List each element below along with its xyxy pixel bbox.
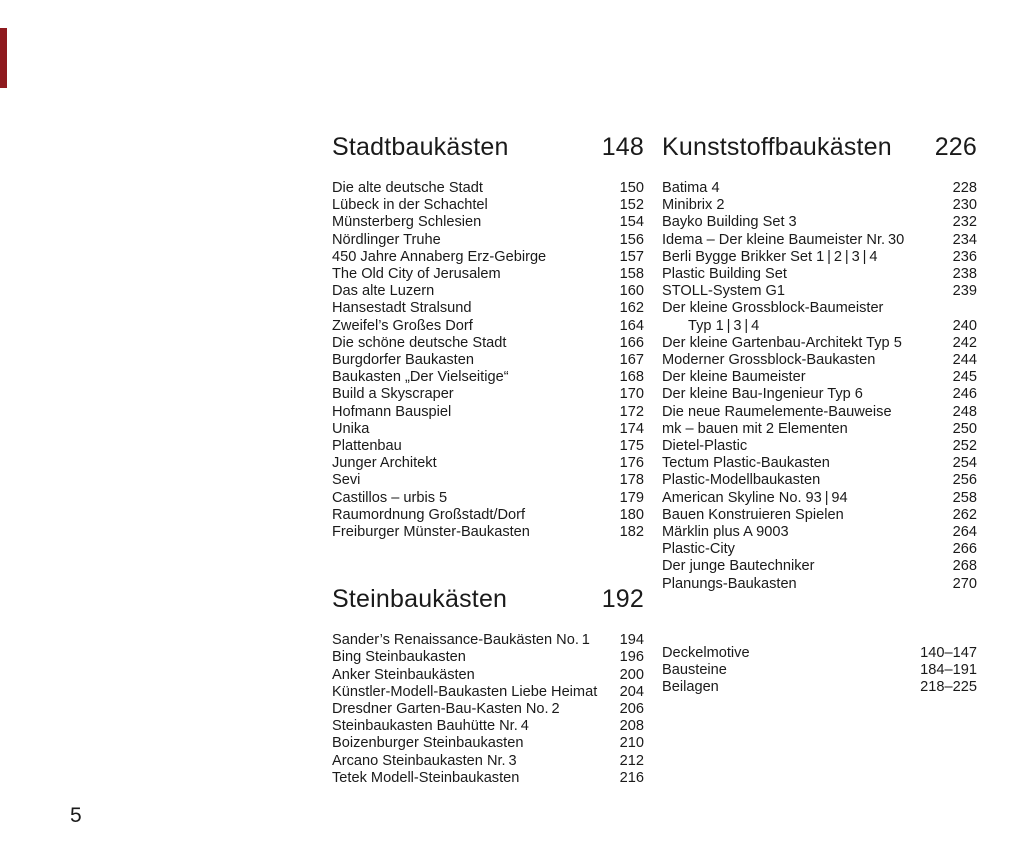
section-title: Steinbaukästen	[332, 585, 508, 614]
toc-entry	[662, 369, 977, 386]
toc-entry	[662, 352, 977, 369]
entry-title: Minibrix 2	[662, 197, 725, 214]
section-page-number: 148	[601, 133, 644, 161]
entry-page-number: 246	[952, 386, 977, 403]
entry-page-number: 175	[619, 438, 644, 455]
toc-entry	[332, 266, 644, 283]
entry-title: Plastic-City	[662, 541, 735, 558]
entry-title: Der kleine Gartenbau-Architekt Typ 5	[662, 334, 902, 351]
entry-list	[662, 180, 977, 593]
entry-page-number: 167	[619, 352, 644, 369]
entry-page-number: 216	[619, 769, 644, 786]
toc-entry	[332, 438, 644, 455]
toc-entry	[662, 232, 977, 249]
entry-page-number: 262	[952, 506, 977, 523]
entry-page-number: 180	[619, 506, 644, 523]
toc-entry	[662, 214, 977, 231]
toc-entry	[662, 283, 977, 300]
toc-entry	[662, 507, 977, 524]
entry-title: Baukasten „Der Vielseitige“	[332, 369, 509, 386]
entry-title: American Skyline No. 93 | 94	[662, 489, 848, 506]
toc-entry	[332, 455, 644, 472]
entry-title: Arcano Steinbaukasten Nr. 3	[332, 752, 517, 769]
toc-entry	[662, 679, 977, 696]
entry-title: Freiburger Münster-Baukasten	[332, 524, 530, 541]
appendix-list	[662, 645, 977, 697]
entry-title: Plastic Building Set	[662, 266, 787, 283]
entry-page-number: 150	[619, 180, 644, 196]
entry-page-number: 268	[952, 558, 977, 575]
toc-entry	[332, 214, 644, 231]
entry-title: Künstler-Modell-Baukasten Liebe Heimat	[332, 683, 598, 700]
entry-page-number: 164	[619, 317, 644, 334]
entry-page-number: 256	[952, 472, 977, 489]
entry-title: Boizenburger Steinbaukasten	[332, 735, 524, 752]
entry-page-range: 184–191	[920, 662, 977, 679]
toc-entry	[332, 197, 644, 214]
entry-page-number: 252	[952, 438, 977, 455]
entry-page-number: 236	[952, 248, 977, 265]
entry-page-number: 239	[952, 283, 977, 300]
entry-title: Tetek Modell-Steinbaukasten	[332, 769, 520, 786]
entry-title: Anker Steinbaukästen	[332, 666, 475, 683]
entry-title: Unika	[332, 420, 370, 437]
entry-title: Planungs-Baukasten	[662, 575, 797, 592]
entry-page-number: 182	[619, 524, 644, 541]
entry-page-number: 200	[619, 666, 644, 683]
entry-title: Steinbaukasten Bauhütte Nr. 4	[332, 718, 529, 735]
entry-page-number: 204	[619, 683, 644, 700]
entry-page-number: 166	[619, 334, 644, 351]
toc-entry	[662, 197, 977, 214]
entry-page-number: 250	[952, 420, 977, 437]
entry-title: Batima 4	[662, 180, 720, 196]
entry-page-number: 157	[619, 248, 644, 265]
entry-list	[332, 632, 644, 787]
entry-title: Beilagen	[662, 679, 719, 696]
entry-page-number: 179	[619, 489, 644, 506]
section-heading-stadtbaukaesten	[332, 133, 644, 161]
entry-title: Der junge Bautechniker	[662, 558, 815, 575]
entry-page-number: 210	[619, 735, 644, 752]
toc-entry	[332, 232, 644, 249]
entry-title: Plastic-Modellbaukasten	[662, 472, 821, 489]
toc-entry	[662, 300, 977, 317]
toc-entry	[332, 735, 644, 752]
toc-entry	[332, 524, 644, 541]
section-heading-kunststoffbaukaesten	[662, 133, 977, 161]
entry-page-number: 212	[619, 752, 644, 769]
toc-entry	[662, 335, 977, 352]
toc-entry	[662, 524, 977, 541]
entry-page-number: 174	[619, 420, 644, 437]
toc-entry	[662, 558, 977, 575]
entry-page-number: 240	[952, 317, 977, 334]
folio-page-number: 5	[70, 804, 82, 827]
entry-title: Junger Architekt	[332, 455, 437, 472]
toc-entry	[332, 770, 644, 787]
toc-column-left	[332, 133, 644, 787]
entry-page-number: 230	[952, 197, 977, 214]
toc-entry	[332, 404, 644, 421]
entry-title: Sevi	[332, 472, 361, 489]
entry-title: Das alte Luzern	[332, 283, 435, 300]
entry-page-number: 206	[619, 701, 644, 718]
toc-entry	[662, 421, 977, 438]
entry-title: Moderner Grossblock-Baukasten	[662, 352, 876, 369]
entry-title: Castillos – urbis 5	[332, 489, 448, 506]
entry-title: Münsterberg Schlesien	[332, 214, 482, 231]
toc-entry	[332, 352, 644, 369]
toc-entry	[332, 490, 644, 507]
entry-page-range: 140–147	[920, 644, 977, 661]
toc-entry	[332, 632, 644, 649]
toc-entry	[662, 318, 977, 335]
entry-page-number: 196	[619, 649, 644, 666]
toc-entry	[662, 490, 977, 507]
toc-entry	[662, 404, 977, 421]
entry-title: Dietel-Plastic	[662, 438, 748, 455]
entry-page-number: 170	[619, 386, 644, 403]
toc-entry	[332, 300, 644, 317]
toc-entry	[332, 718, 644, 735]
entry-page-number: 160	[619, 283, 644, 300]
toc-entry	[662, 576, 977, 593]
toc-entry	[332, 335, 644, 352]
entry-page-number: 232	[952, 214, 977, 231]
section-heading-steinbaukaesten	[332, 585, 644, 613]
entry-title: Plattenbau	[332, 438, 402, 455]
entry-page-number: 264	[952, 524, 977, 541]
toc-column-right	[662, 133, 977, 696]
toc-entry	[662, 180, 977, 197]
entry-page-number: 168	[619, 369, 644, 386]
entry-title: Typ 1 | 3 | 4	[688, 317, 760, 334]
entry-title: Burgdorfer Baukasten	[332, 352, 474, 369]
toc-entry	[662, 541, 977, 558]
toc-entry	[662, 266, 977, 283]
section-page-number: 192	[601, 585, 644, 614]
entry-title: Bausteine	[662, 662, 727, 679]
toc-entry	[332, 701, 644, 718]
entry-title: Raumordnung Großstadt/Dorf	[332, 506, 526, 523]
entry-title: Dresdner Garten-Bau-Kasten No. 2	[332, 701, 560, 718]
entry-title: Hansestadt Stralsund	[332, 300, 472, 317]
entry-page-number: 254	[952, 455, 977, 472]
toc-entry	[332, 507, 644, 524]
entry-title: Der kleine Bau-Ingenieur Typ 6	[662, 386, 863, 403]
entry-page-number: 178	[619, 472, 644, 489]
entry-title: The Old City of Jerusalem	[332, 266, 501, 283]
toc-entry	[332, 369, 644, 386]
entry-title: Idema – Der kleine Baumeister Nr. 30	[662, 231, 905, 248]
entry-page-range: 218–225	[920, 679, 977, 696]
entry-page-number: 176	[619, 455, 644, 472]
entry-page-number: 194	[619, 632, 644, 649]
entry-title: Die schöne deutsche Stadt	[332, 334, 507, 351]
entry-page-number: 248	[952, 403, 977, 420]
entry-title: Deckelmotive	[662, 644, 750, 661]
section-page-number: 226	[934, 133, 977, 161]
toc-entry	[662, 455, 977, 472]
toc-entry	[662, 662, 977, 679]
entry-title: mk – bauen mit 2 Elementen	[662, 420, 848, 437]
entry-title: Nördlinger Truhe	[332, 231, 441, 248]
toc-entry	[662, 438, 977, 455]
entry-page-number: 270	[952, 575, 977, 592]
entry-page-number: 156	[619, 231, 644, 248]
entry-title: Hofmann Bauspiel	[332, 403, 452, 420]
entry-page-number: 154	[619, 214, 644, 231]
toc-entry	[332, 249, 644, 266]
entry-title: Lübeck in der Schachtel	[332, 197, 488, 214]
entry-title: Sander’s Renaissance-Baukästen No. 1	[332, 632, 590, 649]
entry-title: Der kleine Baumeister	[662, 369, 806, 386]
entry-title: Die neue Raumelemente-Bauweise	[662, 403, 892, 420]
entry-title: Bayko Building Set 3	[662, 214, 797, 231]
toc-entry	[332, 180, 644, 197]
toc-entry	[332, 753, 644, 770]
entry-page-number: 242	[952, 334, 977, 351]
entry-page-number: 172	[619, 403, 644, 420]
entry-title: Berli Bygge Brikker Set 1 | 2 | 3 | 4	[662, 248, 878, 265]
entry-page-number: 266	[952, 541, 977, 558]
toc-entry	[332, 421, 644, 438]
entry-page-number: 162	[619, 300, 644, 317]
page-edge-mark	[0, 28, 7, 88]
toc-entry	[332, 283, 644, 300]
toc-entry	[662, 472, 977, 489]
entry-title: Die alte deutsche Stadt	[332, 180, 483, 196]
entry-page-number: 238	[952, 266, 977, 283]
toc-entry	[332, 667, 644, 684]
entry-title: Build a Skyscraper	[332, 386, 454, 403]
entry-page-number: 158	[619, 266, 644, 283]
entry-title: 450 Jahre Annaberg Erz-Gebirge	[332, 248, 547, 265]
toc-entry	[332, 684, 644, 701]
toc-entry	[662, 249, 977, 266]
entry-page-number: 245	[952, 369, 977, 386]
entry-title: Bauen Konstruieren Spielen	[662, 506, 844, 523]
entry-page-number: 228	[952, 180, 977, 196]
entry-page-number: 234	[952, 231, 977, 248]
entry-title: Tectum Plastic-Baukasten	[662, 455, 830, 472]
entry-page-number: 244	[952, 352, 977, 369]
entry-page-number: 208	[619, 718, 644, 735]
section-title: Kunststoffbaukästen	[662, 133, 892, 161]
toc-entry	[332, 386, 644, 403]
entry-page-number: 152	[619, 197, 644, 214]
entry-title: Bing Steinbaukasten	[332, 649, 466, 666]
section-title: Stadtbaukästen	[332, 133, 509, 161]
toc-entry	[332, 318, 644, 335]
entry-title: STOLL-System G1	[662, 283, 786, 300]
toc-entry	[662, 645, 977, 662]
entry-title: Märklin plus A 9003	[662, 524, 789, 541]
entry-title: Der kleine Grossblock-Baumeister	[662, 300, 884, 317]
entry-title: Zweifel’s Großes Dorf	[332, 317, 473, 334]
toc-entry	[662, 386, 977, 403]
toc-entry	[332, 649, 644, 666]
toc-entry	[332, 472, 644, 489]
entry-list	[332, 180, 644, 541]
entry-page-number: 258	[952, 489, 977, 506]
